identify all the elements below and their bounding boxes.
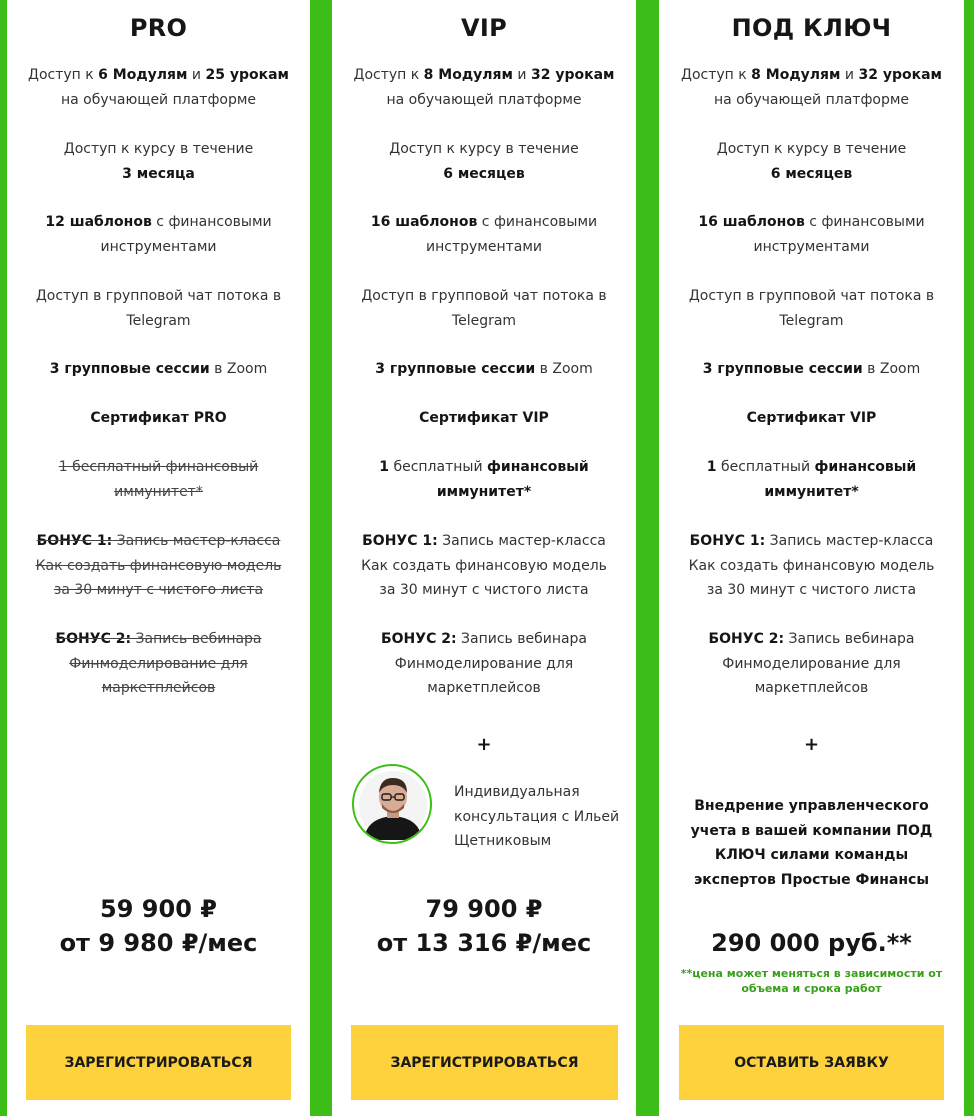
- feature-chat: Доступ в групповой чат потока в Telegram: [688, 288, 935, 329]
- plus-sign: +: [803, 734, 820, 755]
- feature-immunity: 1 бесплатный финансовый иммунитет*: [706, 459, 917, 500]
- feature-chat: Доступ в групповой чат потока в Telegram: [35, 288, 282, 329]
- plan-title: VIP: [461, 14, 507, 42]
- price: 59 900 ₽: [100, 895, 217, 923]
- request-button[interactable]: ОСТАВИТЬ ЗАЯВКУ: [679, 1025, 944, 1100]
- price: 290 000 руб.**: [711, 929, 912, 957]
- feature-access-term: Доступ к курсу в течение 3 месяца: [63, 141, 254, 182]
- plan-title: PRO: [129, 14, 188, 42]
- feature-sessions: 3 групповые сессии в Zoom: [49, 361, 268, 377]
- price-note: **цена может меняться в зависимости от объема и срока работ: [680, 967, 943, 995]
- feature-sessions: 3 групповые сессии в Zoom: [375, 361, 593, 377]
- feature-modules: Доступ к 8 Модулям и 32 урокам на обучающей платформе: [681, 67, 942, 108]
- plan-card-turnkey: [659, 0, 964, 1116]
- feature-bonus1: БОНУС 1: Запись мастер-класса Как создать финансовую модель за 30 минут с чистого листа: [361, 533, 607, 598]
- plan-title: ПОД КЛЮЧ: [731, 14, 892, 42]
- feature-access-term: Доступ к курсу в течение 6 месяцев: [389, 141, 579, 182]
- feature-certificate: Сертификат VIP: [419, 410, 549, 426]
- register-button[interactable]: ЗАРЕГИСТРИРОВАТЬСЯ: [351, 1025, 618, 1100]
- feature-modules: Доступ к 8 Модулям и 32 урокам на обучающей платформе: [353, 67, 615, 108]
- feature-certificate: Сертификат PRO: [90, 410, 227, 426]
- feature-bonus1: БОНУС 1: Запись мастер-класса Как создать финансовую модель за 30 минут с чистого листа: [688, 533, 935, 598]
- feature-bonus2: БОНУС 2: Запись вебинара Финмоделирование для маркетплейсов: [55, 631, 262, 696]
- consultation-block: [350, 764, 630, 864]
- feature-bonus1: БОНУС 1: Запись мастер-класса Как создать финансовую модель за 30 минут с чистого листа: [35, 533, 282, 598]
- plus-sign: +: [476, 734, 492, 755]
- feature-access-term: Доступ к курсу в течение 6 месяцев: [716, 141, 907, 182]
- feature-templates: 12 шаблонов с финансовыми инструментами: [45, 214, 272, 255]
- feature-chat: Доступ в групповой чат потока в Telegram: [361, 288, 607, 329]
- plan-card-vip: [332, 0, 636, 1116]
- avatar: [352, 764, 432, 844]
- plan-card-pro: [7, 0, 310, 1116]
- feature-templates: 16 шаблонов с финансовыми инструментами: [698, 214, 925, 255]
- feature-templates: 16 шаблонов с финансовыми инструментами: [370, 214, 598, 255]
- expert-portrait-icon: [354, 766, 432, 844]
- register-button[interactable]: ЗАРЕГИСТРИРОВАТЬСЯ: [26, 1025, 291, 1100]
- feature-immunity: 1 бесплатный финансовый иммунитет*: [379, 459, 589, 500]
- feature-sessions: 3 групповые сессии в Zoom: [702, 361, 921, 377]
- monthly-price: от 9 980 ₽/мес: [59, 929, 258, 957]
- monthly-price: от 13 316 ₽/мес: [376, 929, 592, 957]
- price: 79 900 ₽: [425, 895, 543, 923]
- feature-bonus2: БОНУС 2: Запись вебинара Финмоделирование для маркетплейсов: [708, 631, 915, 696]
- feature-immunity: 1 бесплатный финансовый иммунитет*: [58, 459, 259, 500]
- consultation-text: Индивидуальная консультация с Ильей Щетниковым: [454, 784, 620, 849]
- feature-modules: Доступ к 6 Модулям и 25 урокам на обучающей платформе: [28, 67, 289, 108]
- feature-certificate: Сертификат VIP: [746, 410, 877, 426]
- feature-bonus2: БОНУС 2: Запись вебинара Финмоделирование для маркетплейсов: [380, 631, 588, 696]
- implementation-offer: Внедрение управленческого учета в вашей компании ПОД КЛЮЧ силами команды экспертов Простые Финансы: [690, 798, 933, 888]
